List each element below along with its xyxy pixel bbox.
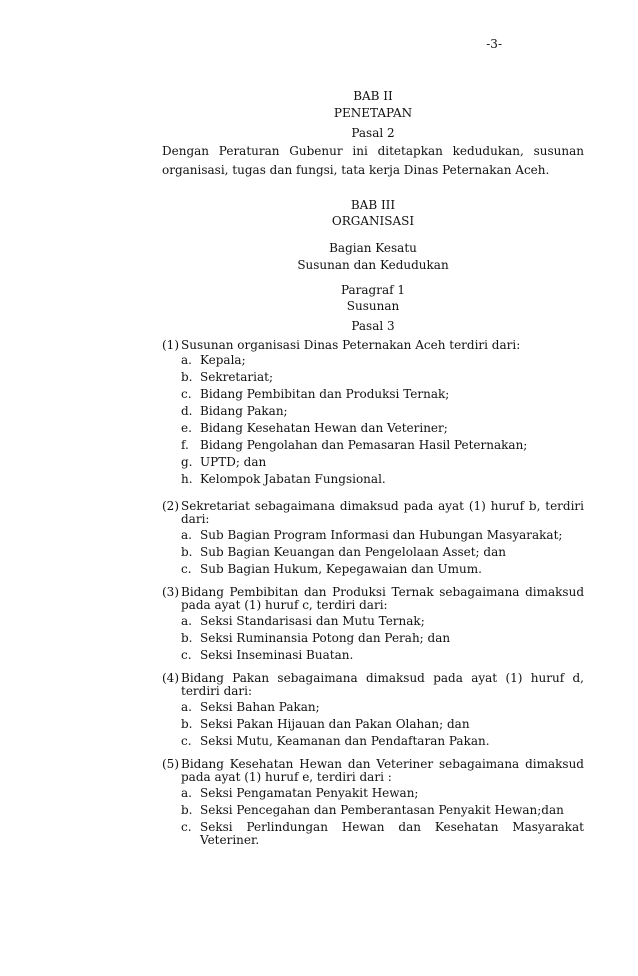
- list-item-letter: c.: [181, 734, 192, 748]
- list-item-text: Seksi Inseminasi Buatan.: [200, 648, 354, 662]
- list-item-text: Seksi Pencegahan dan Pemberantasan Penyakit Hewan;dan: [200, 803, 564, 817]
- pasal-2-text: Dengan Peraturan Gubenur ini ditetapkan kedudukan, susunan organisasi, tugas dan fungsi, tata kerja Dinas Peternakan Aceh.: [162, 144, 584, 177]
- ayat-text: Bidang Pembibitan dan Produksi Ternak sebagaimana dimaksud pada ayat (1) huruf c, terdiri dari:: [181, 585, 584, 612]
- ayat-text: Sekretariat sebagaimana dimaksud pada ayat (1) huruf b, terdiri dari:: [181, 499, 584, 526]
- list-item-text: Sub Bagian Program Informasi dan Hubungan Masyarakat;: [200, 528, 563, 542]
- list-item-text: Bidang Pengolahan dan Pemasaran Hasil Peternakan;: [200, 438, 528, 452]
- list-item-letter: a.: [181, 353, 192, 367]
- ayat-text: Susunan organisasi Dinas Peternakan Aceh terdiri dari:: [181, 338, 521, 352]
- bab-ii-name: PENETAPAN: [333, 106, 413, 120]
- list-item-text: Sekretariat;: [200, 370, 274, 384]
- list-item-text: Seksi Perlindungan Hewan dan Kesehatan Masyarakat Veteriner.: [200, 820, 584, 847]
- list-item-letter: g.: [181, 455, 193, 469]
- list-item-letter: e.: [181, 421, 192, 435]
- page-number: -3-: [486, 37, 502, 51]
- list-item-letter: b.: [181, 803, 193, 817]
- bab-iii-name: ORGANISASI: [331, 214, 415, 228]
- list-item-letter: c.: [181, 648, 192, 662]
- list-item-letter: c.: [181, 562, 192, 576]
- list-item-letter: c.: [181, 820, 192, 834]
- pasal-2-heading: Pasal 2: [351, 126, 395, 140]
- list-item-text: Bidang Pembibitan dan Produksi Ternak;: [200, 387, 450, 401]
- ayat-number: (5): [162, 757, 179, 771]
- list-item-text: Kelompok Jabatan Fungsional.: [200, 472, 386, 486]
- list-item-text: Seksi Bahan Pakan;: [200, 700, 320, 714]
- list-item-letter: b.: [181, 631, 193, 645]
- list-item-text: Bidang Pakan;: [200, 404, 288, 418]
- bab-iii-title: BAB III: [350, 198, 396, 212]
- list-item-letter: c.: [181, 387, 192, 401]
- list-item-letter: b.: [181, 370, 193, 384]
- ayat-text: Bidang Pakan sebagaimana dimaksud pada ayat (1) huruf d, terdiri dari:: [181, 671, 584, 698]
- list-item-text: Sub Bagian Keuangan dan Pengelolaan Asset; dan: [200, 545, 506, 559]
- paragraf-name: Susunan: [346, 299, 400, 313]
- list-item-letter: f.: [181, 438, 189, 452]
- list-item-text: Sub Bagian Hukum, Kepegawaian dan Umum.: [200, 562, 482, 576]
- list-item-letter: b.: [181, 717, 193, 731]
- list-item-letter: a.: [181, 528, 192, 542]
- bagian-heading: Bagian Kesatu: [329, 241, 417, 255]
- list-item-letter: h.: [181, 472, 193, 486]
- bab-ii-title: BAB II: [353, 89, 393, 103]
- ayat-number: (2): [162, 499, 179, 513]
- list-item-letter: d.: [181, 404, 193, 418]
- ayat-number: (1): [162, 338, 179, 352]
- list-item-letter: a.: [181, 700, 192, 714]
- list-item-letter: a.: [181, 786, 192, 800]
- ayat-text: Bidang Kesehatan Hewan dan Veteriner sebagaimana dimaksud pada ayat (1) huruf e, terdiri dari :: [181, 757, 584, 784]
- list-item-text: Seksi Ruminansia Potong dan Perah; dan: [200, 631, 451, 645]
- list-item-text: UPTD; dan: [200, 455, 267, 469]
- list-item-letter: a.: [181, 614, 192, 628]
- paragraf-heading: Paragraf 1: [340, 283, 406, 297]
- list-item-letter: b.: [181, 545, 193, 559]
- list-item-text: Seksi Pengamatan Penyakit Hewan;: [200, 786, 419, 800]
- ayat-number: (3): [162, 585, 179, 599]
- list-item-text: Kepala;: [200, 353, 246, 367]
- list-item-text: Seksi Pakan Hijauan dan Pakan Olahan; dan: [200, 717, 470, 731]
- ayat-number: (4): [162, 671, 179, 685]
- bagian-name: Susunan dan Kedudukan: [297, 258, 449, 272]
- list-item-text: Seksi Standarisasi dan Mutu Ternak;: [200, 614, 425, 628]
- list-item-text: Bidang Kesehatan Hewan dan Veteriner;: [200, 421, 448, 435]
- pasal-3-heading: Pasal 3: [351, 319, 395, 333]
- list-item-text: Seksi Mutu, Keamanan dan Pendaftaran Pakan.: [200, 734, 490, 748]
